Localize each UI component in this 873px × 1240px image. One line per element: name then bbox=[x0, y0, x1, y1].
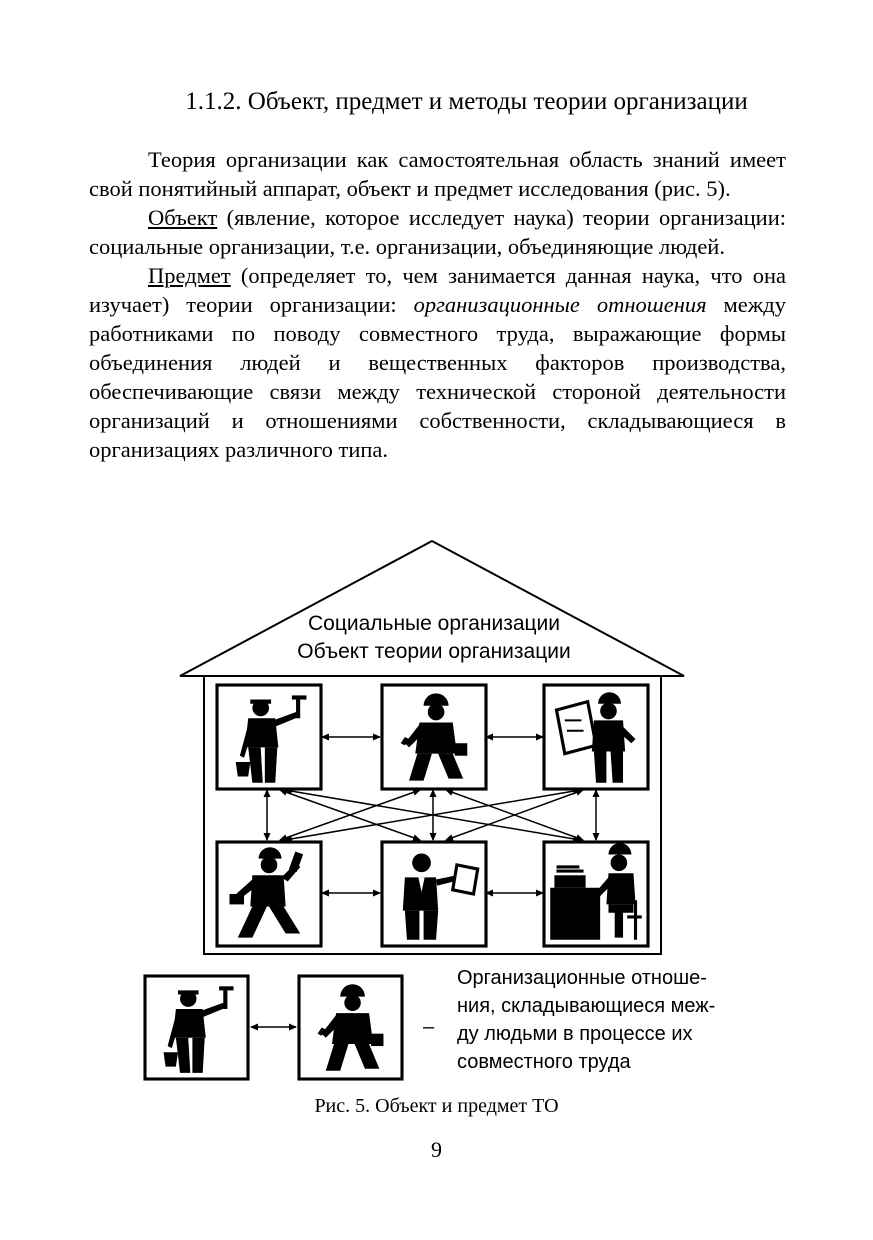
page-number: 9 bbox=[431, 1137, 442, 1162]
term-object: Объект bbox=[148, 205, 218, 230]
section-heading: 1.1.2. Объект, предмет и методы теории организации bbox=[185, 88, 748, 115]
paragraph-1: Теория организации как самостоятельная область знаний имеет свой понятийный аппарат, объект и предмет исследования (рис. 5). bbox=[89, 147, 786, 201]
worker-foreman-icon bbox=[544, 685, 648, 789]
figure-caption: Рис. 5. Объект и предмет ТО bbox=[314, 1095, 559, 1117]
legend-line-1: Организационные отноше- bbox=[457, 967, 707, 989]
paragraph-3-part2: между работниками по поводу совместного труда, выражающие формы объединения людей и вещественных факторов производства, обеспечивающие связи между технической стороной деятельности организаций и отношениями собственности, складывающиеся в организациях различного типа. bbox=[89, 292, 786, 462]
worker-mechanic-icon bbox=[382, 685, 486, 789]
legend-line-2: ния, складывающиеся меж- bbox=[457, 995, 716, 1017]
figure-5-diagram bbox=[0, 530, 873, 1090]
term-subject: Предмет bbox=[148, 263, 231, 288]
roof-line-1: Социальные организации bbox=[307, 612, 561, 635]
worker-clerk-icon bbox=[544, 842, 648, 946]
roof-line-2: Объект теории организации bbox=[297, 640, 571, 663]
paragraph-2 bbox=[89, 203, 786, 261]
paragraph-3-italic: организационные отношения bbox=[413, 292, 707, 317]
legend-dash: – bbox=[423, 1016, 435, 1038]
legend-line-3: ду людьми в процессе их bbox=[457, 1023, 693, 1045]
legend-mechanic-icon bbox=[299, 976, 402, 1079]
worker-painter-icon bbox=[217, 685, 321, 789]
body-text bbox=[89, 145, 786, 464]
worker-manager-icon bbox=[382, 842, 486, 946]
paragraph-2-rest: (явление, которое исследует наука) теории организации: социальные организации, т.е. организации, объединяющие людей. bbox=[89, 205, 786, 259]
legend-painter-icon bbox=[145, 976, 248, 1079]
worker-runner-icon bbox=[217, 842, 321, 946]
paragraph-3 bbox=[89, 261, 786, 464]
legend-line-4: совместного труда bbox=[457, 1051, 631, 1073]
paragraph-3-part1: (определяет то, чем занимается данная наука, что она изучает) теории организации: bbox=[89, 263, 786, 317]
